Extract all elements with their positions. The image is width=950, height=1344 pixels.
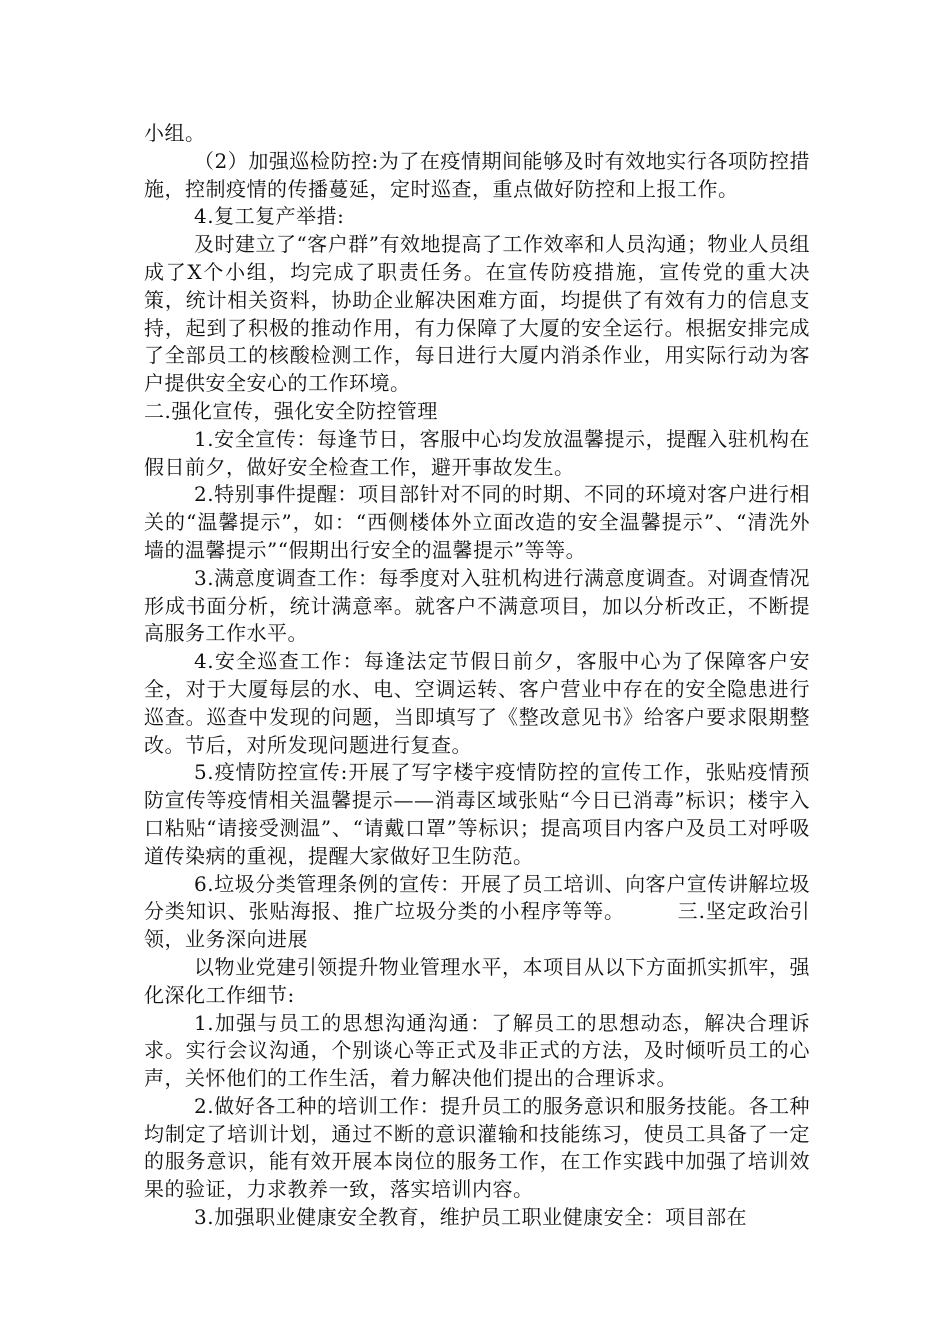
paragraph: 以物业党建引领提升物业管理水平，本项目从以下方面抓实抓牢，强化深化工作细节: bbox=[144, 954, 810, 1007]
paragraph: 3.加强职业健康安全教育，维护员工职业健康安全：项目部在 bbox=[194, 1205, 748, 1230]
paragraph: 2.做好各工种的培训工作：提升员工的服务意识和服务技能。各工种均制定了培训计划，通过不断的意识灌输和技能练习，使员工具备了一定的服务意识，能有效开展本岗位的服务工作，在工作实践中加强了培训效果的验证，力求教养一致，落实培训内容。 bbox=[144, 1093, 810, 1202]
paragraph: 2.特别事件提醒：项目部针对不同的时期、不同的环境对客户进行相关的“温馨提示”，如：“西侧楼体外立面改造的安全温馨提示”、“清洗外墙的温馨提示”“假期出行安全的温馨提示”等等。 bbox=[144, 482, 810, 562]
paragraph: 1.加强与员工的思想沟通沟通：了解员工的思想动态，解决合理诉求。实行会议沟通，个别谈心等正式及非正式的方法，及时倾听员工的心声，关怀他们的工作生活，着力解决他们提出的合理诉求。 bbox=[144, 1010, 810, 1091]
document-body bbox=[144, 120, 810, 1232]
paragraph: 6.垃圾分类管理条例的宣传：开展了员工培训、向客户宣传讲解垃圾分类知识、张贴海报、推广垃圾分类的小程序等等。 三.坚定政治引领，业务深向进展 bbox=[144, 871, 810, 952]
paragraph: 1.安全宣传：每逢节日，客服中心均发放温馨提示，提醒入驻机构在假日前夕，做好安全检查工作，避开事故发生。 bbox=[144, 426, 810, 479]
paragraph: （2）加强巡检防控:为了在疫情期间能够及时有效地实行各项防控措施，控制疫情的传播蔓延，定时巡查，重点做好防控和上报工作。 bbox=[144, 148, 810, 201]
paragraph: 及时建立了“客户群”有效地提高了工作效率和人员沟通；物业人员组成了X个小组，均完成了职责任务。在宣传防疫措施，宣传党的重大决策，统计相关资料，协助企业解决困难方面，均提供了有效有力的信息支持，起到了积极的推动作用，有力保障了大厦的安全运行。根据安排完成了全部员工的核酸检测工作，每日进行大厦内消杀作业，用实际行动为客户提供安全安心的工作环境。 bbox=[144, 232, 810, 396]
paragraph: 4.复工复产举措: bbox=[194, 204, 345, 229]
section-heading: 二.强化宣传，强化安全防控管理 bbox=[144, 398, 438, 423]
paragraph: 5.疫情防控宣传:开展了写字楼宇疫情防控的宣传工作，张贴疫情预防宣传等疫情相关温馨提示——消毒区域张贴“今日已消毒”标识；楼宇入口粘贴“请接受测温”、“请戴口罩”等标识；提高项目内客户及员工对呼吸道传染病的重视，提醒大家做好卫生防范。 bbox=[144, 760, 810, 868]
paragraph: 小组。 bbox=[144, 121, 206, 145]
paragraph: 3.满意度调查工作：每季度对入驻机构进行满意度调查。对调查情况形成书面分析，统计满意率。就客户不满意项目，加以分析改正，不断提高服务工作水平。 bbox=[144, 565, 810, 646]
paragraph: 4.安全巡查工作：每逢法定节假日前夕，客服中心为了保障客户安全，对于大厦每层的水、电、空调运转、客户营业中存在的安全隐患进行巡查。巡查中发现的问题，当即填写了《整改意见书》给客户要求限期整改。节后，对所发现问题进行复查。 bbox=[144, 649, 810, 757]
